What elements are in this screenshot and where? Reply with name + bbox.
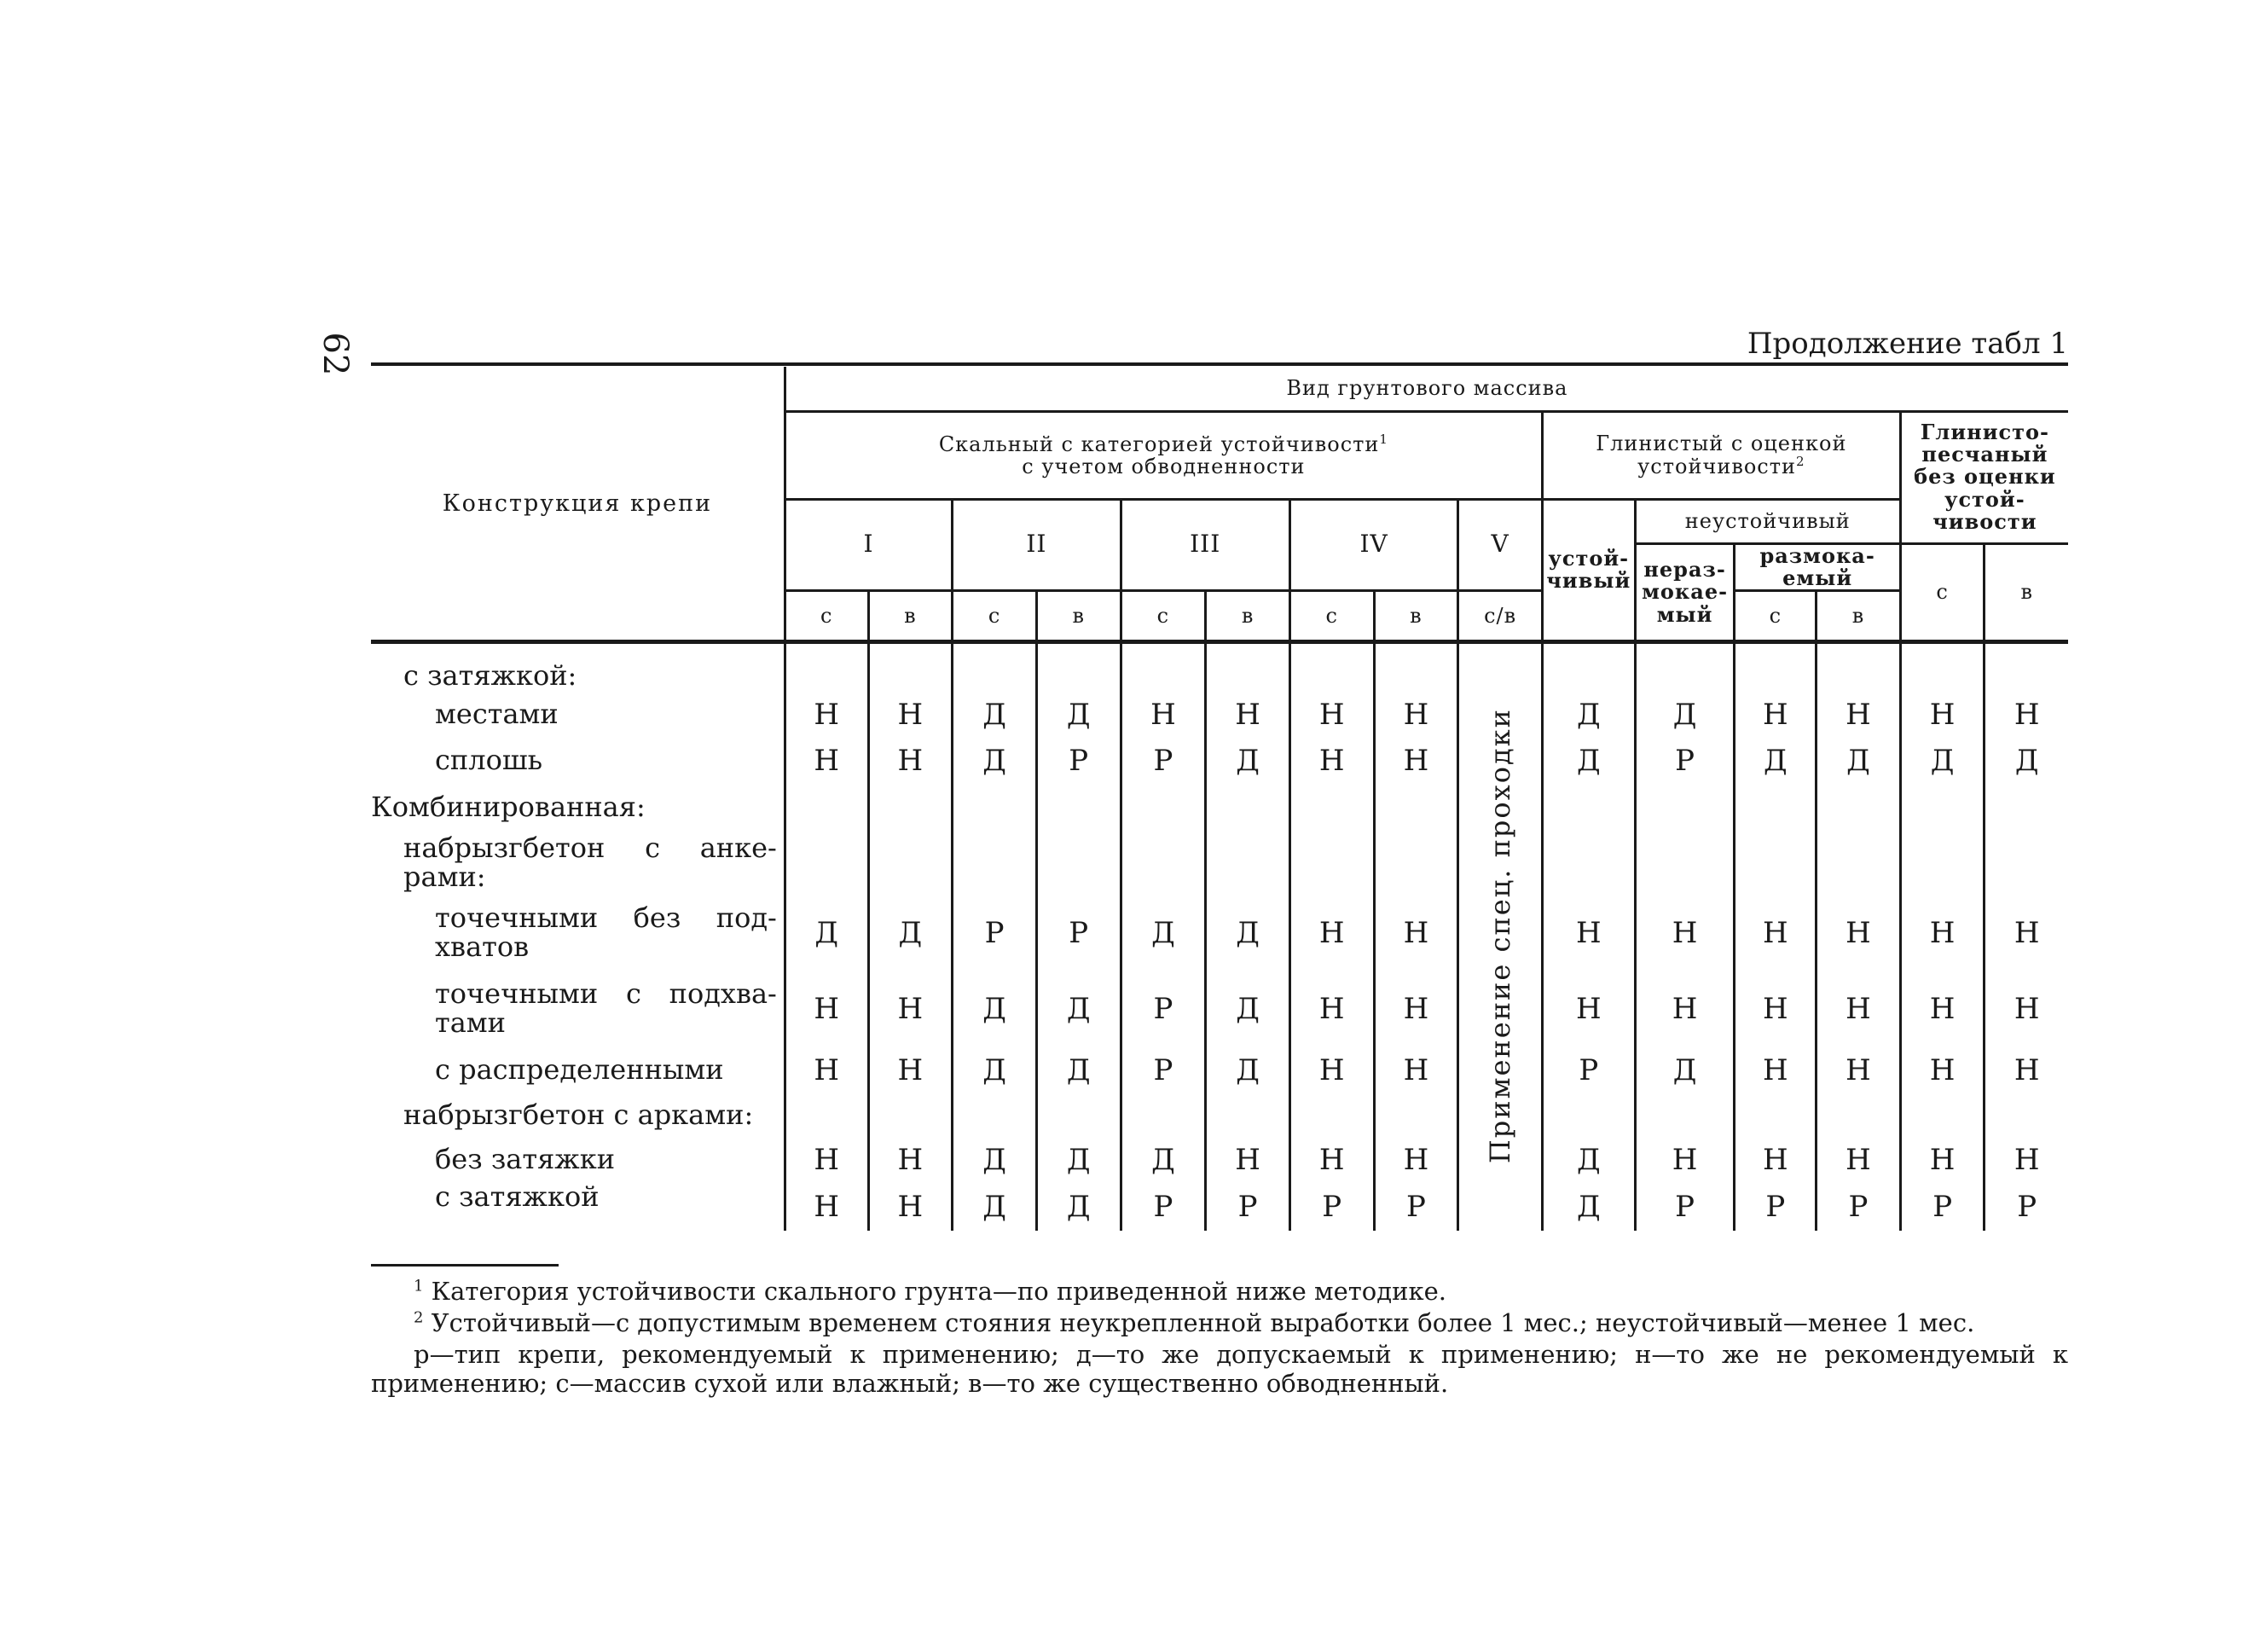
table-cell — [1735, 1094, 1817, 1137]
table-cell: Н — [1542, 971, 1635, 1046]
table-cell: Д — [1036, 1046, 1121, 1094]
continuation-caption: Продолжение табл 1 — [1747, 327, 2068, 361]
table-cell: Н — [868, 738, 953, 784]
table-cell: Р — [1985, 1183, 2068, 1231]
table-cell: Н — [1985, 971, 2068, 1046]
footnote-1 — [371, 1277, 2068, 1307]
footnote-2-text: Устойчивый—с допустимым временем стояния неукрепленной выработки более 1 мес.; неустойчивый—менее 1 мес. — [431, 1307, 1975, 1337]
table-cell: Д — [868, 895, 953, 971]
table-cell: Н — [1735, 895, 1817, 971]
table-cell: Н — [785, 738, 868, 784]
table-cell — [1374, 642, 1458, 692]
table-cell — [953, 1094, 1037, 1137]
cat-IV-dry-header: с — [1289, 591, 1374, 642]
category-V: V — [1458, 499, 1543, 591]
cat-I-wet-header: в — [868, 591, 953, 642]
soaking-line2: емый — [1782, 565, 1853, 590]
clay-header — [1542, 411, 1900, 499]
top-rule — [371, 362, 1659, 366]
soaking-header — [1735, 543, 1900, 591]
table-cell: Р — [1121, 738, 1206, 784]
row-label: набрызгбетон с анке-рами: — [403, 832, 777, 893]
table-cell — [1900, 784, 1985, 832]
table-cell — [1985, 642, 2068, 692]
table-cell: Н — [1374, 738, 1458, 784]
table-cell: Н — [1900, 895, 1985, 971]
table-cell — [1817, 642, 1901, 692]
stable-header — [1542, 499, 1635, 642]
cat-IV-wet-header: в — [1374, 591, 1458, 642]
table-cell: Н — [1374, 1137, 1458, 1183]
table-cell: Н — [1289, 971, 1374, 1046]
table-cell: Н — [1635, 971, 1735, 1046]
clay-header-text: Глинистый с оценкой устойчивости — [1596, 431, 1847, 478]
table-cell: Д — [1735, 738, 1817, 784]
table-cell: Д — [1036, 692, 1121, 738]
table-cell: Д — [1206, 738, 1290, 784]
table-cell — [1985, 1094, 2068, 1137]
table-cell: Н — [1817, 895, 1901, 971]
table-cell: Д — [1206, 971, 1290, 1046]
table-cell: Н — [1374, 895, 1458, 971]
table-cell: Р — [1121, 1046, 1206, 1094]
category-IV: IV — [1289, 499, 1457, 591]
stable-line1: устой- — [1548, 546, 1630, 571]
sandy-clay-line5: чивости — [1932, 509, 2037, 535]
table-cell — [1374, 784, 1458, 832]
cat-II-dry-header: с — [953, 591, 1037, 642]
cat-I-dry-header: с — [785, 591, 868, 642]
table-cell — [1036, 832, 1121, 895]
table-cell — [868, 832, 953, 895]
table-row — [371, 895, 2068, 971]
table-cell: Д — [1542, 1137, 1635, 1183]
sandy-clay-header — [1900, 411, 2068, 543]
table-cell — [1900, 832, 1985, 895]
table-cell: Д — [953, 1046, 1037, 1094]
cat-III-dry-header: с — [1121, 591, 1206, 642]
table-cell: Н — [1735, 1137, 1817, 1183]
table-cell: Н — [1817, 1046, 1901, 1094]
table-cell: Р — [1036, 895, 1121, 971]
special-method-column — [1458, 642, 1543, 1231]
table-row — [371, 738, 2068, 784]
table-cell: Н — [1985, 1046, 2068, 1094]
row-label: с распределенными — [435, 1052, 724, 1086]
table-cell: Н — [1900, 1137, 1985, 1183]
row-label: с затяжкой: — [403, 659, 577, 693]
table-cell: Н — [785, 1137, 868, 1183]
soaking-wet-header: в — [1817, 591, 1901, 642]
table-cell: Н — [1635, 1137, 1735, 1183]
table-cell: Н — [868, 1137, 953, 1183]
category-I: I — [785, 499, 952, 591]
non-soaking-line2: мокае- — [1642, 579, 1729, 605]
footnote-legend — [371, 1340, 2068, 1400]
table-cell — [1374, 832, 1458, 895]
table-cell: Н — [1985, 895, 2068, 971]
table-cell — [1542, 784, 1635, 832]
table-cell: Н — [1985, 692, 2068, 738]
table-cell: Р — [1542, 1046, 1635, 1094]
top-rule-right — [1659, 362, 2068, 366]
construction-header: Конструкция крепи — [371, 367, 785, 642]
table-cell: Д — [953, 971, 1037, 1046]
table-cell: Д — [953, 1183, 1037, 1231]
table-cell: Н — [1289, 1046, 1374, 1094]
table-cell — [1900, 642, 1985, 692]
table-cell — [1374, 1094, 1458, 1137]
table-cell — [785, 832, 868, 895]
sandy-clay-line3: без оценки — [1914, 464, 2056, 490]
footnote-1-text: Категория устойчивости скального грунта—по приведенной ниже методике. — [431, 1277, 1446, 1306]
table-row — [371, 1046, 2068, 1094]
table-cell — [868, 1094, 953, 1137]
table-cell: Р — [1374, 1183, 1458, 1231]
table-cell — [1900, 1094, 1985, 1137]
table-cell — [1289, 784, 1374, 832]
table-cell: Н — [1121, 692, 1206, 738]
table-cell — [953, 784, 1037, 832]
table-cell — [1289, 832, 1374, 895]
table-body — [371, 642, 2068, 1231]
table-cell — [1036, 642, 1121, 692]
table-cell: Д — [1036, 971, 1121, 1046]
table-cell: Н — [785, 1046, 868, 1094]
page-number: 62 — [316, 332, 355, 376]
table-cell: Р — [1900, 1183, 1985, 1231]
table-cell: Р — [1735, 1183, 1817, 1231]
footnote-legend-text: р—тип крепи, рекомендуемый к применению; д—то же допускаемый к применению; н—то же не рекомендуемый к применению; с—массив сухой или влажный; в—то же существенно обводненный. — [371, 1339, 2068, 1399]
table-cell: Р — [1206, 1183, 1290, 1231]
table-cell: Н — [1900, 1046, 1985, 1094]
table-cell: Н — [1206, 692, 1290, 738]
table-cell: Н — [868, 1046, 953, 1094]
special-method-note: Применение спец. проходки — [1484, 707, 1517, 1164]
table-cell: Д — [1121, 1137, 1206, 1183]
non-soaking-line1: нераз- — [1643, 556, 1726, 582]
soaking-dry-header: с — [1735, 591, 1817, 642]
table-cell: Н — [1289, 1137, 1374, 1183]
table-row — [371, 1094, 2068, 1137]
table-cell — [1985, 832, 2068, 895]
table-cell: Н — [1735, 971, 1817, 1046]
table-cell — [1635, 642, 1735, 692]
soil-type-header: Вид грунтового массива — [785, 367, 2068, 411]
table-cell — [1735, 642, 1817, 692]
sandy-clay-wet-header: в — [1985, 543, 2068, 642]
rocky-header — [785, 411, 1542, 499]
table-cell: Р — [1635, 738, 1735, 784]
row-label: с затяжкой — [435, 1180, 600, 1213]
table-cell — [1121, 642, 1206, 692]
table-cell — [1289, 642, 1374, 692]
stable-line2: чивый — [1546, 568, 1631, 594]
table-cell — [1206, 642, 1290, 692]
sandy-clay-line2: песчаный — [1921, 441, 2048, 467]
row-label: набрызгбетон с арками: — [403, 1098, 754, 1131]
table-cell: Р — [1121, 1183, 1206, 1231]
table-cell — [1036, 784, 1121, 832]
table-row — [371, 971, 2068, 1046]
table-row — [371, 832, 2068, 895]
table-cell — [1985, 784, 2068, 832]
support-table — [371, 367, 2068, 1231]
table-cell: Н — [1900, 692, 1985, 738]
table-cell: Р — [1036, 738, 1121, 784]
table-cell: Р — [1817, 1183, 1901, 1231]
table-cell: Н — [1817, 971, 1901, 1046]
table-cell — [1289, 1094, 1374, 1137]
table-cell: Р — [1635, 1183, 1735, 1231]
table-cell: Н — [868, 1183, 953, 1231]
non-soaking-line3: мый — [1656, 601, 1713, 627]
row-label: без затяжки — [435, 1142, 616, 1175]
table-cell — [1206, 784, 1290, 832]
category-II: II — [953, 499, 1121, 591]
table-cell: Н — [1635, 895, 1735, 971]
table-cell: Н — [1542, 895, 1635, 971]
footnote-rule — [371, 1264, 559, 1267]
rocky-footnote-ref: 1 — [1379, 431, 1388, 447]
table-cell — [785, 1094, 868, 1137]
table-row — [371, 1183, 2068, 1231]
table-cell: Д — [1121, 895, 1206, 971]
table-cell: Д — [1542, 692, 1635, 738]
table-cell: Н — [868, 692, 953, 738]
footnote-1-marker: 1 — [414, 1277, 424, 1296]
table-row — [371, 784, 2068, 832]
row-label: Комбинированная: — [371, 790, 646, 823]
table-cell: Н — [1817, 1137, 1901, 1183]
clay-footnote-ref: 2 — [1796, 454, 1805, 469]
sandy-clay-dry-header: с — [1900, 543, 1985, 642]
table-cell — [785, 784, 868, 832]
table-row — [371, 692, 2068, 738]
footnote-2-marker: 2 — [414, 1308, 424, 1327]
table-cell: Д — [1635, 1046, 1735, 1094]
sandy-clay-line1: Глинисто- — [1920, 419, 2049, 444]
table-cell: Н — [868, 971, 953, 1046]
table-cell — [1542, 642, 1635, 692]
row-label: точечными с подхва-тами — [435, 977, 777, 1039]
row-label: местами — [435, 697, 559, 730]
cat-V-header: с/в — [1458, 591, 1543, 642]
cat-III-wet-header: в — [1206, 591, 1290, 642]
table-cell — [785, 642, 868, 692]
cat-II-wet-header: в — [1036, 591, 1121, 642]
table-cell: Н — [1735, 1046, 1817, 1094]
table-cell: Н — [785, 692, 868, 738]
table-cell — [1206, 832, 1290, 895]
sandy-clay-line4: устой- — [1944, 486, 2025, 512]
table-cell: Д — [1036, 1137, 1121, 1183]
table-cell — [1206, 1094, 1290, 1137]
table-cell: Д — [1542, 738, 1635, 784]
table-row — [371, 642, 2068, 692]
table-cell — [868, 642, 953, 692]
table-cell — [1635, 784, 1735, 832]
table-cell — [1735, 832, 1817, 895]
table-cell — [1635, 1094, 1735, 1137]
table-cell: Д — [953, 1137, 1037, 1183]
table-cell: Н — [1900, 971, 1985, 1046]
table-cell: Н — [1374, 1046, 1458, 1094]
table-cell: Д — [1206, 1046, 1290, 1094]
soaking-line1: размока- — [1759, 542, 1875, 568]
table-cell — [1735, 784, 1817, 832]
table-cell: Н — [1735, 692, 1817, 738]
table-cell: Н — [1289, 692, 1374, 738]
table-cell: Н — [1817, 692, 1901, 738]
table-cell: Д — [1542, 1183, 1635, 1231]
table-cell: Д — [1817, 738, 1901, 784]
table-cell: Н — [1206, 1137, 1290, 1183]
table-cell: Н — [1289, 895, 1374, 971]
table-cell: Д — [785, 895, 868, 971]
table-cell: Н — [785, 971, 868, 1046]
table-cell: Д — [1985, 738, 2068, 784]
table-cell — [1817, 1094, 1901, 1137]
table-cell — [1121, 1094, 1206, 1137]
table-cell — [868, 784, 953, 832]
non-soaking-header — [1635, 543, 1735, 642]
table-cell: Н — [1289, 738, 1374, 784]
table-cell: Н — [1985, 1137, 2068, 1183]
rocky-header-line2: с учетом обводненности — [1022, 455, 1306, 478]
table-cell — [953, 642, 1037, 692]
row-label: сплошь — [435, 743, 543, 776]
unstable-header: неустойчивый — [1635, 499, 1900, 543]
footnotes — [371, 1264, 2068, 1400]
category-III: III — [1121, 499, 1289, 591]
table-cell: Д — [953, 692, 1037, 738]
table-cell — [1121, 832, 1206, 895]
table-row — [371, 1137, 2068, 1183]
table-cell: Р — [1121, 971, 1206, 1046]
row-label: точечными без под-хватов — [435, 901, 777, 963]
table-cell: Н — [785, 1183, 868, 1231]
table-cell — [1036, 1094, 1121, 1137]
table-cell: Н — [1374, 971, 1458, 1046]
table-cell — [1817, 832, 1901, 895]
table-cell — [1635, 832, 1735, 895]
footnote-2 — [371, 1308, 2068, 1338]
table-cell: Д — [1206, 895, 1290, 971]
table-cell: Д — [1635, 692, 1735, 738]
table-cell — [1542, 1094, 1635, 1137]
table-cell: Р — [953, 895, 1037, 971]
rocky-header-line1: Скальный с категорией устойчивости — [938, 432, 1380, 456]
table-cell: Д — [1900, 738, 1985, 784]
table-cell: Д — [953, 738, 1037, 784]
table-cell — [953, 832, 1037, 895]
table-cell — [1817, 784, 1901, 832]
table-cell: Р — [1289, 1183, 1374, 1231]
table-cell — [1542, 832, 1635, 895]
table-cell — [1121, 784, 1206, 832]
table-cell: Д — [1036, 1183, 1121, 1231]
table-cell: Н — [1374, 692, 1458, 738]
